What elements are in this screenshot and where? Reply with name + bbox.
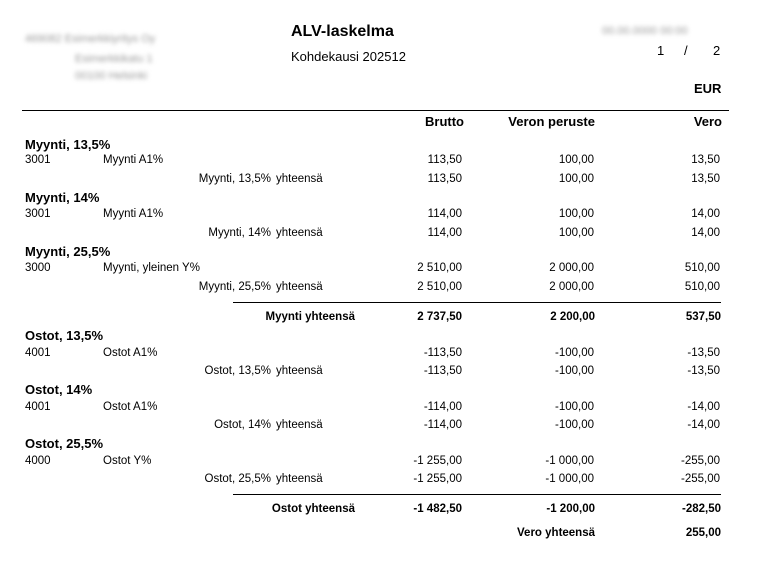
total-brutto: 2 510,00 xyxy=(417,281,462,293)
group-total-label: Myynti, 14% xyxy=(208,227,271,239)
account-code: 4001 xyxy=(25,347,51,359)
total-vero: 14,00 xyxy=(691,227,720,239)
myynti-sum-label: Myynti yhteensä xyxy=(265,311,355,323)
ostot-sum-vero: -282,50 xyxy=(681,503,721,515)
vero-total-value: 255,00 xyxy=(685,527,721,539)
peruste-value: 100,00 xyxy=(558,208,594,220)
column-header-veron-peruste: Veron peruste xyxy=(508,114,595,129)
account-name: Ostot Y% xyxy=(103,455,152,467)
brutto-value: 114,00 xyxy=(427,208,462,220)
vero-value: 14,00 xyxy=(691,208,720,220)
vero-value: 13,50 xyxy=(691,154,720,166)
total-peruste: -100,00 xyxy=(554,419,594,431)
peruste-value: -1 000,00 xyxy=(545,455,594,467)
header-divider xyxy=(22,110,729,111)
account-code: 4001 xyxy=(25,401,51,413)
total-brutto: -113,50 xyxy=(423,365,462,377)
group-total-label: Ostot, 13,5% xyxy=(204,365,271,377)
peruste-value: 100,00 xyxy=(558,154,594,166)
brutto-value: -114,00 xyxy=(423,401,462,413)
peruste-value: -100,00 xyxy=(554,401,594,413)
group-heading: Ostot, 13,5% xyxy=(25,328,104,343)
total-peruste: -1 000,00 xyxy=(545,473,594,485)
myynti-sum-vero: 537,50 xyxy=(685,311,721,323)
total-peruste: -100,00 xyxy=(554,365,594,377)
company-city: 00100 Helsinki xyxy=(75,70,148,82)
group-heading: Ostot, 14% xyxy=(25,382,93,397)
ostot-sum-peruste: -1 200,00 xyxy=(546,503,595,515)
total-brutto: 114,00 xyxy=(427,227,462,239)
ostot-sum-label: Ostot yhteensä xyxy=(271,503,355,515)
total-brutto: 113,50 xyxy=(427,173,462,185)
group-total-label: Ostot, 25,5% xyxy=(204,473,271,485)
report-title: ALV-laskelma xyxy=(291,23,394,40)
vero-value: -255,00 xyxy=(680,455,720,467)
group-total-label: Ostot, 14% xyxy=(214,419,271,431)
myynti-sum-brutto: 2 737,50 xyxy=(417,311,462,323)
page-separator: / xyxy=(684,43,688,58)
myynti-sum-peruste: 2 200,00 xyxy=(550,311,595,323)
total-vero: -255,00 xyxy=(680,473,720,485)
group-heading: Myynti, 25,5% xyxy=(25,244,111,259)
column-header-brutto: Brutto xyxy=(425,114,464,129)
brutto-value: -1 255,00 xyxy=(413,455,462,467)
total-peruste: 2 000,00 xyxy=(549,281,594,293)
peruste-value: 2 000,00 xyxy=(549,262,594,274)
brutto-value: 113,50 xyxy=(427,154,462,166)
account-name: Myynti, yleinen Y% xyxy=(103,262,200,274)
page-current: 1 xyxy=(657,43,665,58)
ostot-sum-brutto: -1 482,50 xyxy=(413,503,462,515)
account-name: Myynti A1% xyxy=(103,208,164,220)
account-code: 3001 xyxy=(25,154,51,166)
group-total-suffix: yhteensä xyxy=(276,281,323,293)
account-code: 3001 xyxy=(25,208,51,220)
account-name: Ostot A1% xyxy=(103,401,158,413)
group-total-suffix: yhteensä xyxy=(276,365,323,377)
account-code: 3000 xyxy=(25,262,51,274)
page-total: 2 xyxy=(713,43,721,58)
company-address: Esimerkkikatu 1 xyxy=(75,53,153,65)
group-heading: Myynti, 14% xyxy=(25,190,100,205)
account-name: Myynti A1% xyxy=(103,154,164,166)
total-vero: 13,50 xyxy=(691,173,720,185)
vero-value: -13,50 xyxy=(687,347,720,359)
brutto-value: 2 510,00 xyxy=(417,262,462,274)
total-vero: -14,00 xyxy=(687,419,720,431)
column-header-vero: Vero xyxy=(693,114,722,129)
vero-value: -14,00 xyxy=(687,401,720,413)
ostot-sum-divider xyxy=(233,494,721,495)
group-total-suffix: yhteensä xyxy=(276,227,323,239)
group-total-suffix: yhteensä xyxy=(276,173,323,185)
myynti-sum-divider xyxy=(233,302,721,303)
total-brutto: -114,00 xyxy=(423,419,462,431)
account-code: 4000 xyxy=(25,455,51,467)
group-total-suffix: yhteensä xyxy=(276,419,323,431)
total-vero: 510,00 xyxy=(684,281,720,293)
group-heading: Myynti, 13,5% xyxy=(25,137,111,152)
group-total-label: Myynti, 25,5% xyxy=(198,281,271,293)
total-peruste: 100,00 xyxy=(558,227,594,239)
group-heading: Ostot, 25,5% xyxy=(25,436,104,451)
company-name: 469082 Esimerkkiyritys Oy xyxy=(25,33,156,45)
report-period: Kohdekausi 202512 xyxy=(291,49,406,64)
brutto-value: -113,50 xyxy=(423,347,462,359)
total-peruste: 100,00 xyxy=(558,173,594,185)
peruste-value: -100,00 xyxy=(554,347,594,359)
total-brutto: -1 255,00 xyxy=(413,473,462,485)
currency-label: EUR xyxy=(694,81,722,96)
vero-total-label: Vero yhteensä xyxy=(517,527,595,539)
group-total-label: Myynti, 13,5% xyxy=(198,173,271,185)
vero-value: 510,00 xyxy=(684,262,720,274)
account-name: Ostot A1% xyxy=(103,347,158,359)
total-vero: -13,50 xyxy=(687,365,720,377)
group-total-suffix: yhteensä xyxy=(276,473,323,485)
print-date: 00.00.0000 00:00 xyxy=(602,25,688,37)
